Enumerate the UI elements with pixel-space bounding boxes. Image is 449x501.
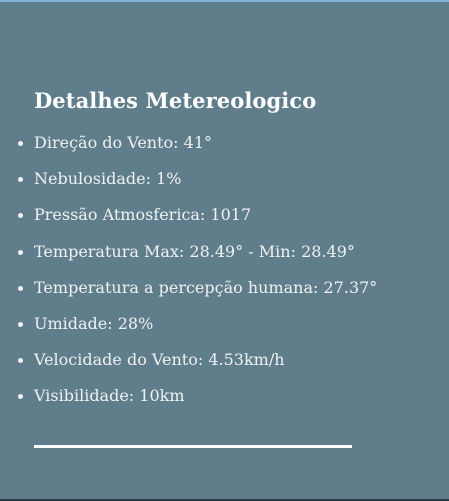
bullet-icon [18, 141, 23, 146]
list-item-text: Direção do Vento: 41° [34, 133, 212, 152]
bullet-icon [18, 286, 23, 291]
list-item-text: Umidade: 28% [34, 313, 154, 333]
bullet-icon [18, 358, 23, 363]
divider-line [34, 445, 352, 448]
panel-title: Detalhes Metereologico [34, 88, 317, 113]
list-item-temperature-range [0, 237, 449, 273]
list-item-text: Visibilidade: 10km [34, 386, 185, 406]
weather-details-list [0, 128, 449, 418]
list-item-text: Pressão Atmosferica: 1017 [34, 205, 252, 225]
bullet-icon [18, 250, 23, 255]
list-item-text: Temperatura Max: 28.49° - Min: 28.49° [34, 241, 355, 261]
list-item-wind-speed [0, 345, 449, 381]
list-item-text: Nebulosidade: 1% [34, 169, 182, 189]
bullet-icon [18, 394, 23, 399]
list-item-cloudiness [0, 164, 449, 200]
list-item-humidity [0, 309, 449, 345]
bullet-icon [18, 213, 23, 218]
list-item-visibility [0, 381, 449, 417]
list-item-feels-like [0, 273, 449, 309]
bullet-icon [18, 322, 23, 327]
list-item-text: Velocidade do Vento: 4.53km/h [34, 350, 285, 370]
bullet-icon [18, 177, 23, 182]
list-item-pressure [0, 200, 449, 236]
list-item-wind-direction [0, 128, 449, 164]
list-item-text: Temperatura a percepção humana: 27.37° [34, 277, 378, 297]
